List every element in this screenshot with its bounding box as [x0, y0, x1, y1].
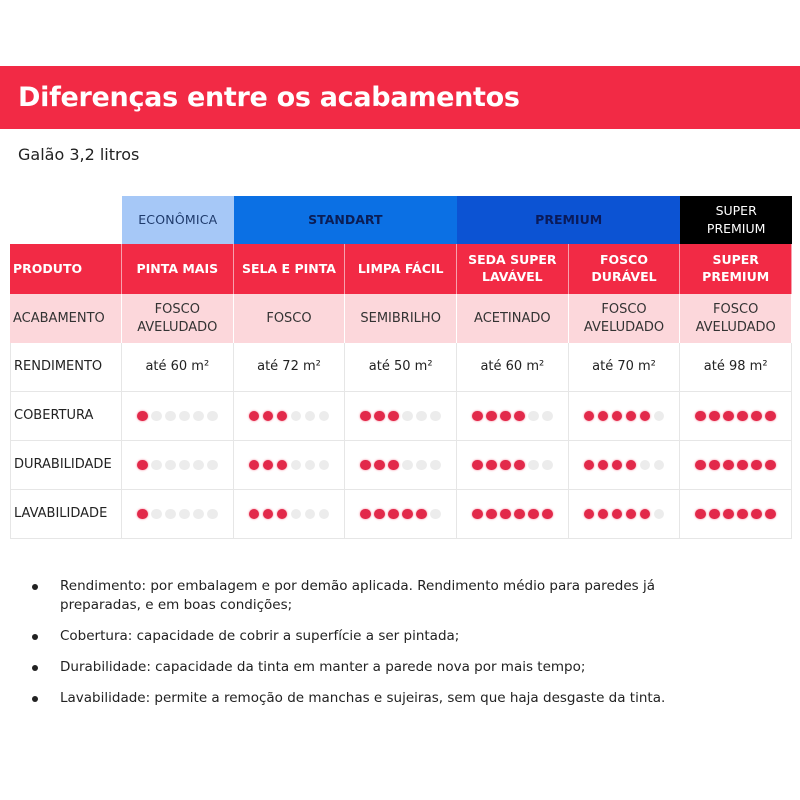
filled-dot-icon: [765, 411, 776, 422]
product-name-line1: SEDA SUPER: [468, 252, 557, 268]
filled-dot-icon: [514, 509, 525, 520]
filled-dot-icon: [388, 411, 399, 422]
category-header-row: [10, 196, 792, 244]
filled-dot-icon: [737, 460, 748, 471]
category-super-premium-line1: SUPER: [715, 202, 757, 218]
category-standart: STANDART: [234, 196, 457, 244]
rating-dots: [360, 460, 441, 471]
note-item: [30, 689, 730, 708]
acabamento-cell: [345, 294, 457, 343]
empty-dot-icon: [542, 460, 553, 471]
product-name-line2: PREMIUM: [702, 269, 770, 284]
filled-dot-icon: [737, 411, 748, 422]
bullet-icon: [32, 584, 38, 590]
acabamento-cell: [457, 294, 569, 343]
empty-dot-icon: [291, 460, 302, 471]
filled-dot-icon: [402, 509, 413, 520]
rating-dots: [584, 509, 665, 520]
filled-dot-icon: [528, 509, 539, 520]
lavabilidade-rating: [680, 490, 792, 539]
filled-dot-icon: [277, 460, 288, 471]
empty-dot-icon: [528, 411, 539, 422]
filled-dot-icon: [388, 509, 399, 520]
empty-dot-icon: [179, 509, 190, 520]
acabamento-line1: FOSCO: [601, 301, 647, 317]
empty-dot-icon: [165, 509, 176, 520]
empty-dot-icon: [430, 460, 441, 471]
page-title: Diferenças entre os acabamentos: [18, 82, 520, 113]
filled-dot-icon: [472, 509, 483, 520]
page-subtitle: Galão 3,2 litros: [18, 145, 140, 164]
note-item: [30, 658, 730, 677]
filled-dot-icon: [472, 411, 483, 422]
empty-dot-icon: [416, 411, 427, 422]
durabilidade-rating: [345, 441, 457, 490]
rating-dots: [360, 411, 441, 422]
filled-dot-icon: [542, 509, 553, 520]
row-label-durabilidade: DURABILIDADE: [10, 441, 122, 490]
filled-dot-icon: [751, 509, 762, 520]
row-label-cobertura: COBERTURA: [10, 392, 122, 441]
empty-dot-icon: [528, 460, 539, 471]
filled-dot-icon: [277, 509, 288, 520]
product-name-line2: DURÁVEL: [591, 269, 657, 284]
filled-dot-icon: [360, 411, 371, 422]
acabamento-line1: SEMIBRILHO: [360, 310, 441, 326]
empty-dot-icon: [430, 509, 441, 520]
filled-dot-icon: [626, 509, 637, 520]
filled-dot-icon: [626, 411, 637, 422]
rating-dots: [584, 411, 665, 422]
lavabilidade-rating: [569, 490, 681, 539]
product-name-line1: SELA E PINTA: [242, 260, 336, 276]
rating-dots: [472, 460, 553, 471]
filled-dot-icon: [500, 411, 511, 422]
acabamento-line1: ACETINADO: [474, 310, 551, 326]
product-name-cell: [457, 244, 569, 294]
filled-dot-icon: [137, 460, 148, 471]
filled-dot-icon: [640, 509, 651, 520]
rating-dots: [137, 411, 218, 422]
acabamento-row: [10, 294, 792, 343]
filled-dot-icon: [137, 509, 148, 520]
note-text: Lavabilidade: permite a remoção de manchas e sujeiras, sem que haja desgaste da tinta.: [60, 690, 666, 706]
filled-dot-icon: [249, 509, 260, 520]
comparison-table: [10, 196, 792, 539]
empty-dot-icon: [207, 460, 218, 471]
acabamento-line2: AVELUDADO: [695, 319, 776, 335]
row-label-acabamento: ACABAMENTO: [10, 294, 122, 343]
filled-dot-icon: [695, 411, 706, 422]
durabilidade-rating: [234, 441, 346, 490]
cobertura-rating: [569, 392, 681, 441]
category-economica: ECONÔMICA: [122, 196, 234, 244]
empty-dot-icon: [305, 509, 316, 520]
empty-dot-icon: [402, 460, 413, 471]
filled-dot-icon: [486, 460, 497, 471]
durabilidade-row: [10, 441, 792, 490]
filled-dot-icon: [598, 411, 609, 422]
lavabilidade-rating: [234, 490, 346, 539]
acabamento-line1: FOSCO: [266, 310, 312, 326]
empty-dot-icon: [193, 460, 204, 471]
empty-dot-icon: [179, 411, 190, 422]
filled-dot-icon: [374, 509, 385, 520]
note-item: [30, 577, 730, 615]
empty-dot-icon: [151, 460, 162, 471]
filled-dot-icon: [584, 460, 595, 471]
acabamento-line2: AVELUDADO: [583, 319, 665, 335]
empty-corner-cell: [10, 196, 122, 244]
acabamento-line1: FOSCO: [713, 301, 759, 317]
filled-dot-icon: [360, 509, 371, 520]
category-super-premium: [680, 196, 792, 244]
rating-dots: [249, 509, 330, 520]
rating-dots: [472, 411, 553, 422]
filled-dot-icon: [137, 411, 148, 422]
rendimento-cell: até 70 m²: [569, 343, 681, 392]
filled-dot-icon: [486, 509, 497, 520]
note-item: [30, 627, 730, 646]
empty-dot-icon: [165, 411, 176, 422]
product-name-line1: LIMPA FÁCIL: [357, 260, 444, 276]
durabilidade-rating: [457, 441, 569, 490]
row-label-lavabilidade: LAVABILIDADE: [10, 490, 122, 539]
bullet-icon: [32, 696, 38, 702]
product-name-cell: [234, 244, 346, 294]
note-text: Rendimento: por embalagem e por demão aplicada. Rendimento médio para paredes já preparadas, e em boas condições;: [60, 578, 655, 613]
empty-dot-icon: [319, 460, 330, 471]
rating-dots: [249, 411, 330, 422]
rating-dots: [472, 509, 553, 520]
filled-dot-icon: [263, 411, 274, 422]
rating-dots: [249, 460, 330, 471]
filled-dot-icon: [598, 509, 609, 520]
bullet-icon: [32, 665, 38, 671]
row-label-rendimento: RENDIMENTO: [10, 343, 122, 392]
rendimento-cell: até 50 m²: [345, 343, 457, 392]
empty-dot-icon: [291, 509, 302, 520]
title-banner: [0, 66, 800, 129]
row-label-produto: PRODUTO: [10, 244, 122, 294]
filled-dot-icon: [514, 460, 525, 471]
filled-dot-icon: [263, 460, 274, 471]
empty-dot-icon: [151, 509, 162, 520]
filled-dot-icon: [612, 509, 623, 520]
filled-dot-icon: [751, 460, 762, 471]
filled-dot-icon: [737, 509, 748, 520]
durabilidade-rating: [569, 441, 681, 490]
category-super-premium-line2: PREMIUM: [706, 221, 766, 236]
acabamento-cell: [569, 294, 681, 343]
rating-dots: [695, 509, 776, 520]
rating-dots: [360, 509, 441, 520]
lavabilidade-rating: [345, 490, 457, 539]
empty-dot-icon: [542, 411, 553, 422]
notes-list: [30, 577, 730, 720]
rendimento-cell: até 72 m²: [234, 343, 346, 392]
filled-dot-icon: [723, 460, 734, 471]
filled-dot-icon: [472, 460, 483, 471]
filled-dot-icon: [612, 411, 623, 422]
note-text: Cobertura: capacidade de cobrir a superfície a ser pintada;: [60, 628, 460, 644]
empty-dot-icon: [640, 460, 651, 471]
filled-dot-icon: [486, 411, 497, 422]
filled-dot-icon: [500, 509, 511, 520]
empty-dot-icon: [165, 460, 176, 471]
note-text: Durabilidade: capacidade da tinta em manter a parede nova por mais tempo;: [60, 659, 586, 675]
acabamento-cell: [234, 294, 346, 343]
durabilidade-rating: [680, 441, 792, 490]
acabamento-cell: [122, 294, 234, 343]
product-name-line1: SUPER: [712, 252, 759, 268]
filled-dot-icon: [514, 411, 525, 422]
filled-dot-icon: [263, 509, 274, 520]
filled-dot-icon: [765, 509, 776, 520]
rating-dots: [137, 509, 218, 520]
filled-dot-icon: [374, 460, 385, 471]
empty-dot-icon: [654, 460, 665, 471]
filled-dot-icon: [640, 411, 651, 422]
cobertura-rating: [122, 392, 234, 441]
empty-dot-icon: [654, 411, 665, 422]
cobertura-rating: [457, 392, 569, 441]
empty-dot-icon: [416, 460, 427, 471]
empty-dot-icon: [193, 411, 204, 422]
filled-dot-icon: [360, 460, 371, 471]
acabamento-line2: AVELUDADO: [137, 319, 218, 335]
empty-dot-icon: [319, 509, 330, 520]
durabilidade-rating: [122, 441, 234, 490]
cobertura-rating: [345, 392, 457, 441]
empty-dot-icon: [430, 411, 441, 422]
filled-dot-icon: [709, 460, 720, 471]
acabamento-cell: [680, 294, 792, 343]
filled-dot-icon: [416, 509, 427, 520]
empty-dot-icon: [305, 411, 316, 422]
filled-dot-icon: [249, 460, 260, 471]
filled-dot-icon: [709, 411, 720, 422]
product-name-line2: LAVÁVEL: [482, 269, 543, 284]
filled-dot-icon: [709, 509, 720, 520]
filled-dot-icon: [723, 509, 734, 520]
filled-dot-icon: [277, 411, 288, 422]
filled-dot-icon: [374, 411, 385, 422]
product-row: [10, 244, 792, 294]
filled-dot-icon: [626, 460, 637, 471]
empty-dot-icon: [305, 460, 316, 471]
rating-dots: [584, 460, 665, 471]
rating-dots: [695, 460, 776, 471]
bullet-icon: [32, 634, 38, 640]
product-name-line1: FOSCO: [600, 252, 648, 268]
rating-dots: [137, 460, 218, 471]
cobertura-rating: [680, 392, 792, 441]
filled-dot-icon: [249, 411, 260, 422]
filled-dot-icon: [695, 460, 706, 471]
rendimento-cell: até 98 m²: [680, 343, 792, 392]
filled-dot-icon: [598, 460, 609, 471]
lavabilidade-rating: [457, 490, 569, 539]
empty-dot-icon: [319, 411, 330, 422]
empty-dot-icon: [207, 411, 218, 422]
filled-dot-icon: [388, 460, 399, 471]
product-name-line1: PINTA MAIS: [136, 260, 219, 276]
lavabilidade-rating: [122, 490, 234, 539]
cobertura-rating: [234, 392, 346, 441]
empty-dot-icon: [654, 509, 665, 520]
filled-dot-icon: [751, 411, 762, 422]
rendimento-cell: até 60 m²: [457, 343, 569, 392]
empty-dot-icon: [291, 411, 302, 422]
empty-dot-icon: [179, 460, 190, 471]
cobertura-row: [10, 392, 792, 441]
filled-dot-icon: [765, 460, 776, 471]
product-name-cell: [569, 244, 681, 294]
filled-dot-icon: [723, 411, 734, 422]
product-name-cell: [345, 244, 457, 294]
acabamento-line1: FOSCO: [154, 301, 200, 317]
filled-dot-icon: [584, 411, 595, 422]
empty-dot-icon: [151, 411, 162, 422]
filled-dot-icon: [612, 460, 623, 471]
filled-dot-icon: [500, 460, 511, 471]
rendimento-row: [10, 343, 792, 392]
lavabilidade-row: [10, 490, 792, 539]
rendimento-cell: até 60 m²: [122, 343, 234, 392]
filled-dot-icon: [584, 509, 595, 520]
filled-dot-icon: [695, 509, 706, 520]
category-premium: PREMIUM: [457, 196, 680, 244]
product-name-cell: [122, 244, 234, 294]
empty-dot-icon: [402, 411, 413, 422]
product-name-cell: [680, 244, 792, 294]
rating-dots: [695, 411, 776, 422]
empty-dot-icon: [193, 509, 204, 520]
empty-dot-icon: [207, 509, 218, 520]
